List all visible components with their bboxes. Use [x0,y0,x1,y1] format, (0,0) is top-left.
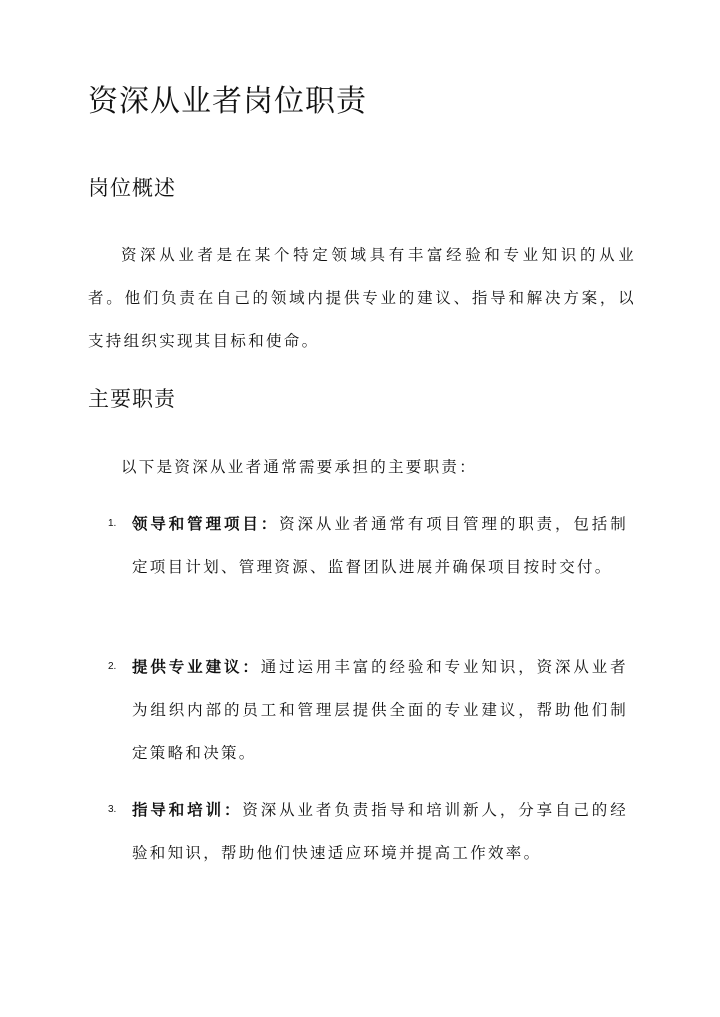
duty-text [132,645,628,775]
duty-label: 提供专业建议： [132,657,261,676]
document-title: 资深从业者岗位职责 [88,84,367,119]
duty-number: 3. [108,804,117,815]
duty-description: 通过运用丰富的经验和专业知识，资深从业者为组织内部的员工和管理层提供全面的专业建议，帮助他们制定策略和决策。 [132,658,628,762]
overview-paragraph: 资深从业者是在某个特定领域具有丰富经验和专业知识的从业者。他们负责在自己的领域内提供专业的建议、指导和解决方案，以支持组织实现其目标和使命。 [88,246,636,350]
duties-intro: 以下是资深从业者通常需要承担的主要职责： [121,458,478,476]
duty-text [132,788,628,875]
section-heading-overview: 岗位概述 [88,176,176,200]
duty-number: 2. [108,661,117,672]
duty-number: 1. [108,518,117,529]
section-heading-duties: 主要职责 [88,387,176,411]
duty-description: 资深从业者负责指导和培训新人，分享自己的经验和知识，帮助他们快速适应环境并提高工作效率。 [132,801,628,862]
duty-label: 领导和管理项目： [132,514,280,533]
duty-text [132,502,628,589]
duty-description: 资深从业者通常有项目管理的职责，包括制定项目计划、管理资源、监督团队进展并确保项目按时交付。 [132,515,628,576]
duty-label: 指导和培训： [132,800,243,819]
